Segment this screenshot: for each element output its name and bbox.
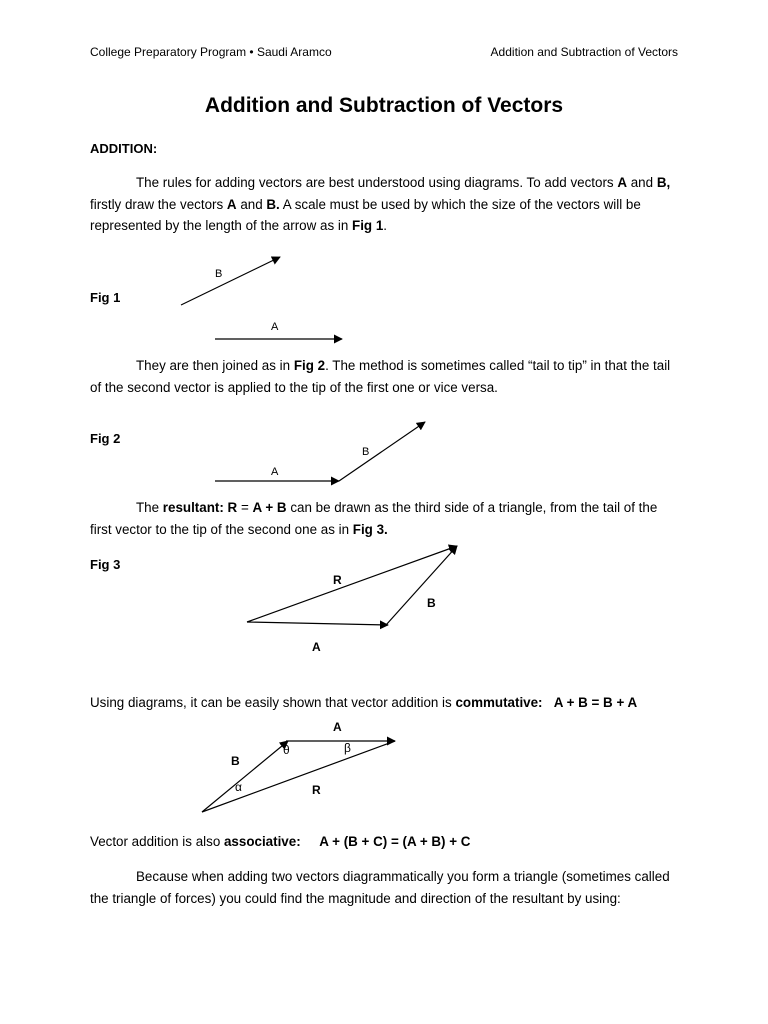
bold-run: A [617, 175, 628, 190]
fig3-vector-b-label: B [427, 596, 436, 610]
text-run: . [383, 218, 388, 233]
fig4-beta-label: β [344, 741, 351, 755]
commutative-formula: A + B = B + A [553, 695, 638, 710]
bold-run: A [226, 196, 237, 212]
text-run: A scale must be used by which the size of the vectors will be represented by the length of the arrow as in [90, 196, 641, 233]
fig1-vector-a-label: A [271, 321, 279, 333]
fig3-vector-a-label: A [312, 640, 321, 654]
fig3-label: Fig 3 [90, 557, 121, 572]
text-run: They are then joined as in [136, 358, 294, 373]
text-run: = [237, 500, 253, 515]
bold-run: Fig 1 [352, 218, 384, 233]
text-run: can be drawn as the third side of a triangle, from the tail of the first vector to the tip of the second one as in [90, 500, 658, 537]
text-run: and [627, 175, 657, 190]
section-heading: ADDITION: [90, 141, 158, 156]
fig2-vector-b-label: B [362, 446, 370, 458]
bold-run: commutative: [455, 695, 543, 710]
text-run: Vector addition is also [90, 834, 224, 849]
associative-formula: A + (B + C) = (A + B) + C [319, 834, 471, 849]
fig1-vector-b-arrow [181, 257, 280, 305]
fig2-label: Fig 2 [90, 431, 121, 446]
fig1-vector-b-label: B [215, 268, 223, 280]
fig2-vector-a-label: A [271, 466, 279, 478]
fig3-vector-b-arrow [386, 546, 457, 625]
bold-run: associative: [223, 834, 301, 849]
bold-run: B. [266, 196, 280, 212]
fig4-vector-a-label: A [333, 720, 342, 734]
text-run: The [136, 500, 163, 515]
fig4-vector-b-label: B [231, 754, 240, 768]
text-run: firstly draw the vectors [90, 196, 227, 212]
bold-run: B, [656, 175, 671, 190]
fig4-vector-r-arrow [202, 741, 395, 812]
text-run: The rules for adding vectors are best understood using diagrams. To add vectors [136, 175, 618, 190]
fig4-vector-b-arrow [202, 741, 288, 812]
text-run: Because when adding two vectors diagrammatically you form a triangle (sometimes called the triangle of forces) you could find the magnitude and direction of the resultant by using: [90, 869, 670, 906]
text-run: and [236, 196, 267, 212]
bold-run: resultant: [162, 500, 224, 515]
fig3-vector-r-arrow [247, 546, 457, 622]
fig3-vector-a-arrow [247, 622, 388, 625]
header-left: College Preparatory Program • Saudi Aramco [90, 45, 332, 59]
fig3-vector-r-label: R [333, 573, 342, 587]
header-right: Addition and Subtraction of Vectors [490, 45, 678, 59]
text-run: Using diagrams, it can be easily shown that vector addition is [90, 695, 456, 710]
page-title: Addition and Subtraction of Vectors [204, 94, 564, 117]
fig4-theta-label: θ [283, 743, 290, 757]
text-run: . The method is sometimes called “tail to tip” in that the tail of the second vector is applied to the tip of the first one or vice versa. [90, 358, 671, 395]
fig2-vector-b-arrow [339, 422, 425, 481]
bold-run: A + B [252, 500, 287, 515]
fig1-label: Fig 1 [90, 290, 121, 305]
fig4-alpha-label: α [235, 780, 242, 794]
fig4-vector-r-label: R [312, 783, 321, 797]
bold-run: Fig 3. [352, 521, 388, 537]
bold-run: R [223, 500, 238, 515]
bold-run: Fig 2 [293, 358, 326, 373]
